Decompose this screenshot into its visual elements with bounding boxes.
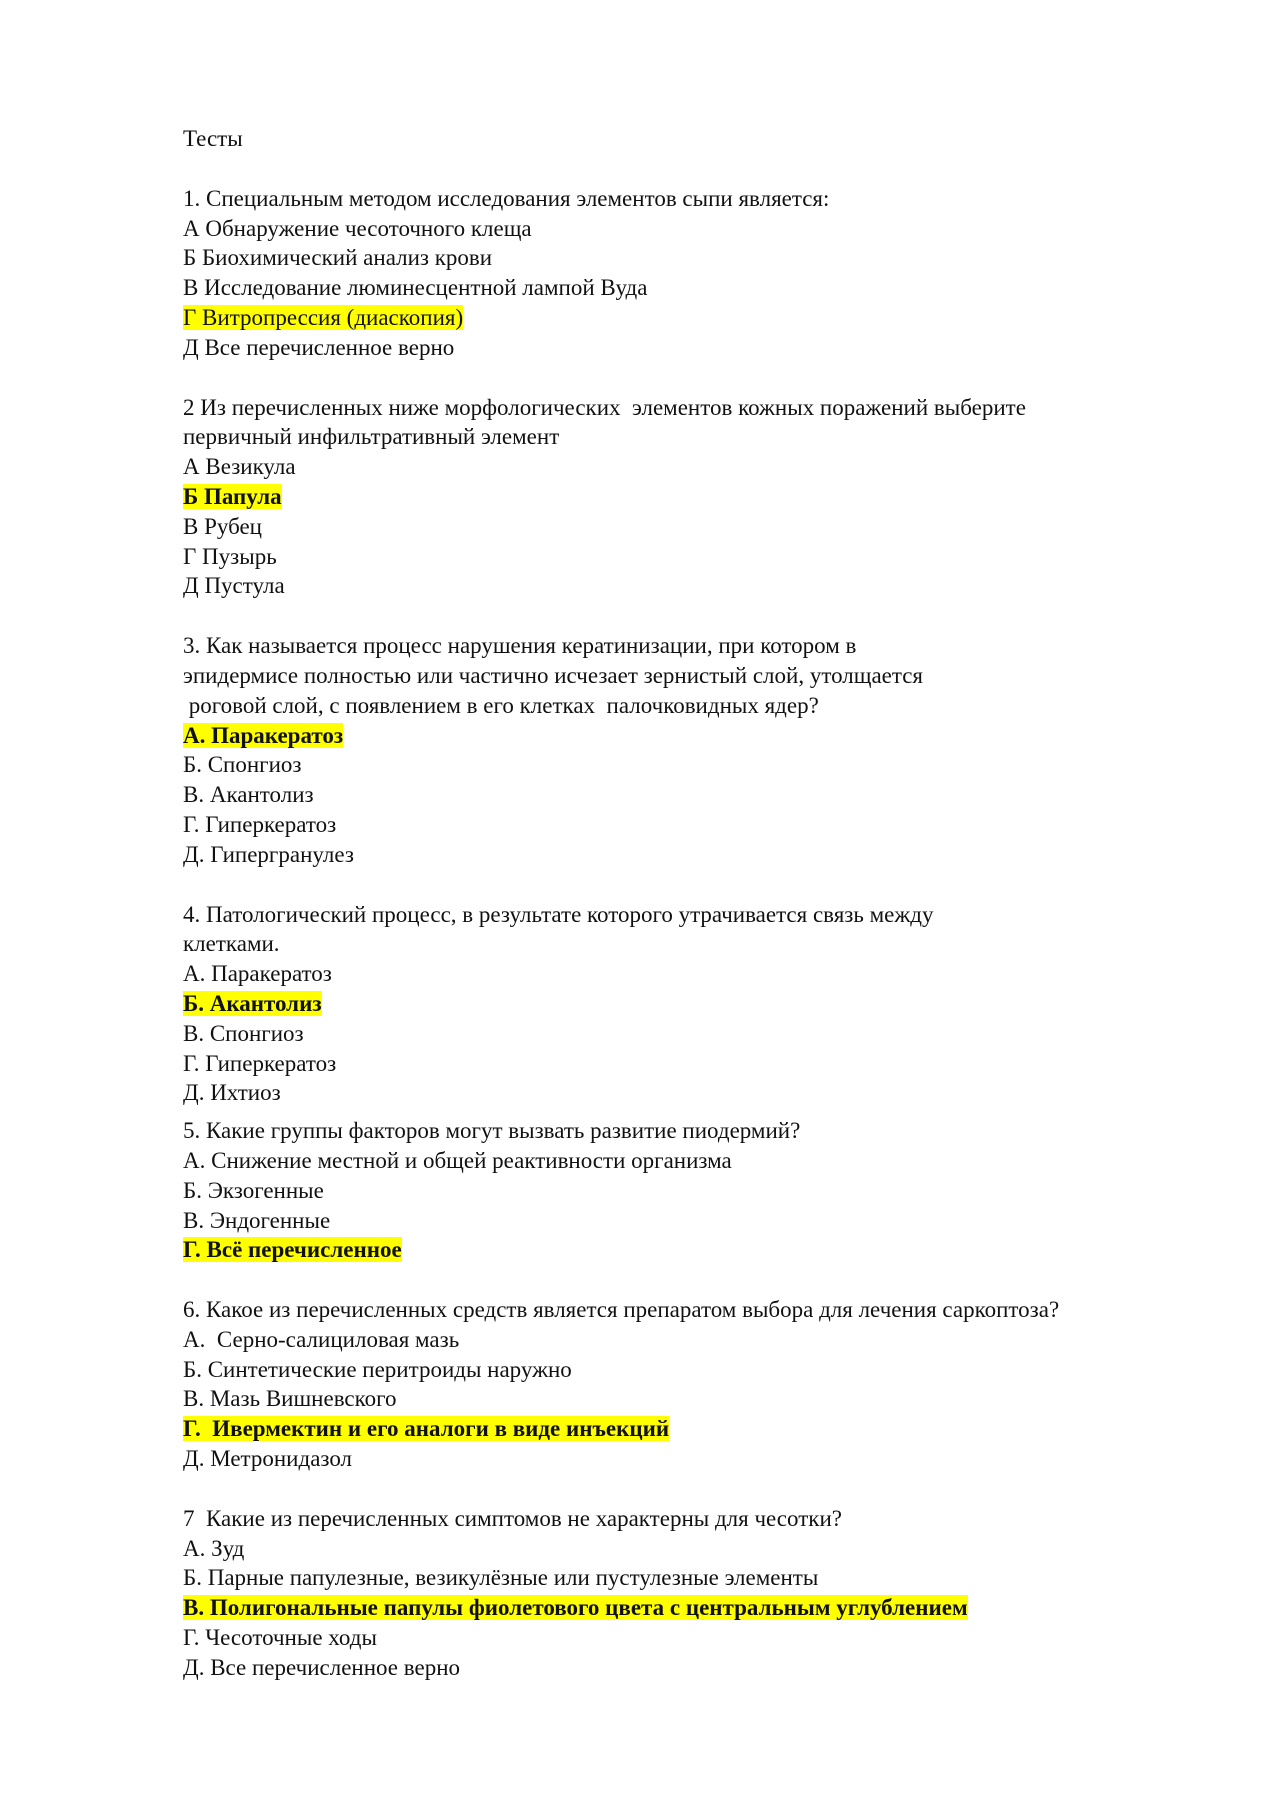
question-stem-line: роговой слой, с появлением в его клетках палочковидных ядер?	[183, 692, 819, 718]
question-stem-line: 2 Из перечисленных ниже морфологических элементов кожных поражений выберите	[183, 394, 1026, 420]
question-3	[183, 631, 1183, 869]
answer-option-text: Д. Ихтиоз	[183, 1080, 281, 1106]
answer-option	[183, 810, 1183, 840]
answer-option	[183, 1534, 1183, 1564]
answer-option-text: Г. Гиперкератоз	[183, 811, 337, 837]
answer-option-text: Д Все перечисленное верно	[183, 334, 455, 360]
answer-option	[183, 1623, 1183, 1653]
answer-option	[183, 1019, 1183, 1049]
answer-option-text: А. Зуд	[183, 1535, 245, 1561]
answer-option-text: Г. Ивермектин и его аналоги в виде инъекций	[183, 1416, 670, 1442]
question-stem-line: 1. Специальным методом исследования элементов сыпи является:	[183, 185, 830, 211]
answer-option-text: А Везикула	[183, 454, 296, 480]
answer-option-text: В Исследование люминесцентной лампой Вуда	[183, 275, 648, 301]
question-stem-line: 7 Какие из перечисленных симптомов не характерны для чесотки?	[183, 1505, 842, 1531]
answer-option-text: Б. Парные папулезные, везикулёзные или пустулезные элементы	[183, 1565, 819, 1591]
answer-option-text: Б. Синтетические перитроиды наружно	[183, 1356, 572, 1382]
answer-option	[183, 243, 1183, 273]
answer-option-text: Г. Всё перечисленное	[183, 1237, 402, 1263]
answer-option	[183, 1384, 1183, 1414]
answer-option	[183, 1206, 1183, 1236]
answer-option-text: Г Пузырь	[183, 543, 277, 569]
answer-option-correct	[183, 1593, 1183, 1623]
answer-option	[183, 542, 1183, 572]
answer-option-text: В. Полигональные папулы фиолетового цвета с центральным углублением	[183, 1595, 968, 1621]
answer-option	[183, 840, 1183, 870]
answer-option	[183, 780, 1183, 810]
answer-option-text: Д. Все перечисленное верно	[183, 1654, 460, 1680]
question-6	[183, 1295, 1183, 1474]
answer-option-text: Д. Гипергранулез	[183, 841, 354, 867]
question-stem-line: 3. Как называется процесс нарушения кератинизации, при котором в	[183, 633, 857, 659]
answer-option-text: Г. Гиперкератоз	[183, 1050, 337, 1076]
answer-option	[183, 1146, 1183, 1176]
answer-option-text: В. Спонгиоз	[183, 1020, 304, 1046]
answer-option-correct	[183, 482, 1183, 512]
answer-option-text: Б. Экзогенные	[183, 1177, 324, 1203]
answer-option	[183, 1176, 1183, 1206]
answer-option-text: В. Эндогенные	[183, 1207, 331, 1233]
answer-option-text: А. Снижение местной и общей реактивности организма	[183, 1147, 732, 1173]
answer-option	[183, 1444, 1183, 1474]
question-stem-line: 4. Патологический процесс, в результате которого утрачивается связь между	[183, 901, 934, 927]
answer-option	[183, 1653, 1183, 1683]
answer-option-text: Д. Метронидазол	[183, 1446, 353, 1472]
answer-option	[183, 571, 1183, 601]
answer-option	[183, 1325, 1183, 1355]
answer-option-text: Г Витропрессия (диаскопия)	[183, 304, 464, 330]
document-page	[183, 124, 1183, 1713]
answer-option-text: А Обнаружение чесоточного клеща	[183, 215, 532, 241]
answer-option-text: А. Паракератоз	[183, 722, 344, 748]
answer-option	[183, 1049, 1183, 1079]
answer-option-text: Б Папула	[183, 483, 282, 509]
question-stem-line: клетками.	[183, 931, 280, 957]
question-2	[183, 393, 1183, 602]
answer-option	[183, 959, 1183, 989]
question-1	[183, 184, 1183, 363]
question-stem-line: первичный инфильтративный элемент	[183, 424, 560, 450]
answer-option	[183, 1078, 1183, 1108]
question-4	[183, 900, 1183, 1109]
document-title: Тесты	[183, 126, 243, 151]
answer-option	[183, 214, 1183, 244]
question-5	[183, 1116, 1183, 1265]
answer-option-correct	[183, 303, 1183, 333]
answer-option-text: В Рубец	[183, 513, 262, 539]
question-list	[183, 184, 1183, 1683]
answer-option	[183, 512, 1183, 542]
question-7	[183, 1504, 1183, 1683]
answer-option	[183, 1355, 1183, 1385]
answer-option-correct	[183, 989, 1183, 1019]
answer-option-correct	[183, 1414, 1183, 1444]
answer-option	[183, 273, 1183, 303]
question-stem-line: эпидермисе полностью или частично исчезает зернистый слой, утолщается	[183, 662, 923, 688]
answer-option	[183, 452, 1183, 482]
answer-option	[183, 333, 1183, 363]
answer-option-text: Б Биохимический анализ крови	[183, 245, 493, 271]
answer-option-text: В. Мазь Вишневского	[183, 1386, 397, 1412]
answer-option-correct	[183, 721, 1183, 751]
question-stem-line: 5. Какие группы факторов могут вызвать развитие пиодермий?	[183, 1118, 801, 1144]
answer-option-text: Б. Спонгиоз	[183, 752, 302, 778]
answer-option	[183, 1563, 1183, 1593]
answer-option-text: Г. Чесоточные ходы	[183, 1625, 377, 1651]
answer-option-correct	[183, 1235, 1183, 1265]
answer-option	[183, 750, 1183, 780]
answer-option-text: А. Серно-салициловая мазь	[183, 1326, 460, 1352]
answer-option-text: Д Пустула	[183, 573, 285, 599]
answer-option-text: Б. Акантолиз	[183, 990, 322, 1016]
answer-option-text: А. Паракератоз	[183, 961, 332, 987]
question-stem-line: 6. Какое из перечисленных средств является препаратом выбора для лечения саркоптоза?	[183, 1297, 1060, 1323]
answer-option-text: В. Акантолиз	[183, 782, 314, 808]
